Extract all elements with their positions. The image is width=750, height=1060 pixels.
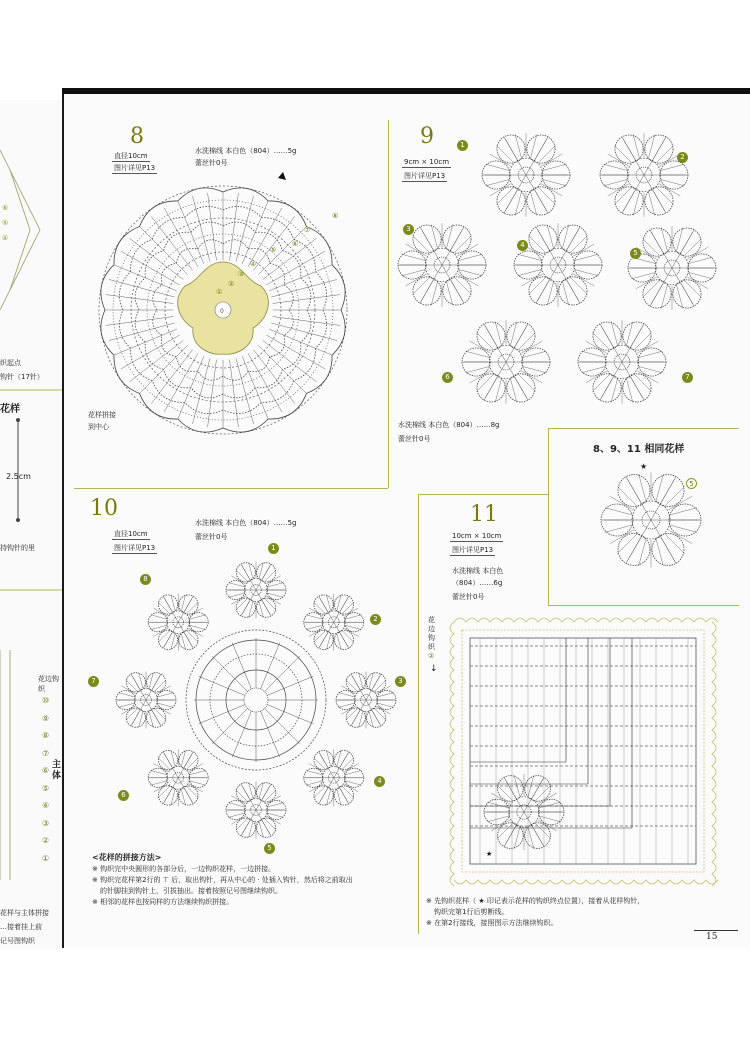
left-text-7: 花样与主体拼接	[0, 909, 49, 917]
section-11-size: 10cm × 10cm	[452, 532, 502, 540]
row-marker: ②	[42, 836, 50, 845]
motif-box-title: 8、9、11 相同花样	[593, 444, 685, 455]
join-note: ※ 相邻的花样也按同样的方法继续钩织拼接。	[92, 898, 234, 906]
section-9-hook: 蕾丝针0号	[398, 435, 431, 443]
round-marker: ②	[228, 280, 235, 288]
section-11-hook: 蕾丝针0号	[452, 593, 485, 601]
section-9-photo-ref: 图片详见P13	[404, 172, 446, 180]
divider-horizontal-left	[74, 488, 388, 489]
badge-1: 1	[457, 140, 468, 151]
star-icon: ★	[640, 462, 648, 471]
edge-label	[428, 616, 437, 661]
svg-text:0: 0	[220, 308, 224, 315]
svg-text:⑥: ⑥	[2, 204, 9, 212]
start-arrow-icon	[278, 172, 286, 180]
badge-5: 5	[264, 843, 275, 854]
motif-box-badge: 5	[686, 478, 697, 489]
section-11-square-diagram	[446, 612, 726, 902]
badge-3: 3	[395, 676, 406, 687]
section-8-yarn: 水洗棉线 本白色（804）……5g	[195, 147, 297, 155]
row-marker: ①	[42, 853, 50, 863]
divider-horizontal-right	[418, 494, 548, 495]
section-8-number: 8	[130, 124, 144, 149]
left-text-1: 织起点	[0, 359, 21, 367]
row-marker: ④	[42, 801, 50, 810]
round-marker: ⑤	[270, 246, 277, 254]
section-9-yarn: 水洗棉线 本白色（804）……8g	[398, 421, 500, 429]
divider-vertical-top	[388, 120, 389, 488]
join-method-notes	[92, 864, 412, 908]
left-text-4: 持钩针的里	[0, 544, 35, 552]
join-note: ※ 钩织完中央圆形的各部分后，一边钩织花样，一边拼接。	[92, 865, 276, 873]
join-note: 的针脚挂到钩针上，引拔抽出。接着按照记号图继续钩织。	[100, 887, 282, 895]
section-11-photo-ref: 图片详见P13	[452, 546, 494, 554]
row-marker: ③	[42, 818, 50, 828]
page-number-rule	[694, 930, 738, 931]
section-10-size: 直径10cm	[114, 530, 148, 538]
left-text-5: 花边钩织	[38, 675, 59, 693]
svg-text:★: ★	[486, 850, 493, 858]
round-marker: ⑧	[332, 212, 339, 220]
section-8-photo-ref: 图片详见P13	[114, 164, 156, 172]
section-9-number: 9	[420, 124, 434, 149]
row-marker: ⑥	[42, 766, 50, 775]
section-10-yarn: 水洗棉线 本白色（804）……5g	[195, 519, 297, 527]
section-11-yarn-2: （804）……6g	[452, 579, 503, 587]
badge-4: 4	[517, 240, 528, 251]
badge-6: 6	[442, 372, 453, 383]
badge-7: 7	[88, 676, 99, 687]
badge-1: 1	[268, 543, 279, 554]
section-8-hook: 蕾丝针0号	[195, 159, 228, 167]
section-10-doily-diagram	[96, 550, 416, 850]
edge-label-char: 花	[428, 616, 435, 624]
section-9-size: 9cm × 10cm	[404, 158, 450, 166]
section-8-join-note-2: 到中心	[88, 423, 109, 431]
row-marker: ⑤	[42, 783, 50, 793]
left-page-diagram	[0, 100, 62, 950]
left-dim: 2.5cm	[6, 472, 31, 481]
left-row-markers	[42, 692, 49, 867]
round-marker: ④	[250, 260, 257, 268]
row-marker: ⑩	[42, 696, 50, 705]
section-11-notes	[426, 896, 736, 929]
join-method-title: <花样的拼接方法>	[92, 853, 162, 862]
section-11-note: 钩织完第1行后剪断线。	[434, 908, 509, 916]
section-11-number: 11	[470, 502, 498, 527]
page-top-rule	[62, 88, 750, 94]
edge-label-char: 边	[428, 625, 435, 633]
section-11-note: ※ 在第2行接线，接照图示方法继续钩织。	[426, 919, 558, 927]
divider-vertical-bottom	[418, 494, 419, 934]
left-text-6: 主体	[52, 760, 62, 781]
badge-6: 6	[118, 790, 129, 801]
badge-8: 8	[140, 574, 151, 585]
badge-3: 3	[403, 224, 414, 235]
left-text-9: 记号图钩织	[0, 937, 35, 945]
edge-label-char: 织	[428, 643, 435, 651]
svg-text:④: ④	[2, 234, 9, 242]
badge-7: 7	[682, 372, 693, 383]
section-10-photo-ref: 图片详见P13	[114, 544, 156, 552]
section-10-hook: 蕾丝针0号	[195, 533, 228, 541]
row-marker: ⑧	[42, 731, 50, 740]
svg-text:⑤: ⑤	[2, 219, 9, 227]
left-text-2: 钩针（17针）	[0, 373, 44, 381]
row-marker: ⑦	[42, 748, 50, 758]
badge-4: 4	[374, 776, 385, 787]
left-page-fragment	[0, 100, 62, 950]
section-8-doily-diagram	[88, 170, 368, 460]
section-11-yarn-1: 水洗棉线 本白色	[452, 567, 504, 575]
round-marker: ⑥	[292, 240, 299, 248]
edge-label-char: 钩	[428, 634, 435, 642]
round-marker: ①	[216, 288, 223, 296]
section-10-number: 10	[90, 496, 118, 521]
badge-2: 2	[677, 152, 688, 163]
badge-2: 2	[370, 614, 381, 625]
section-11-note: ※ 先钩织花样（ ★ 印记表示花样的钩织终点位置），接着从花样钩针，	[426, 897, 645, 905]
section-8-size: 直径10cm	[114, 152, 148, 160]
row-marker: ⑨	[42, 713, 50, 723]
round-marker: ③	[238, 270, 245, 278]
round-marker: ⑦	[304, 226, 311, 234]
edge-label-char: ②	[428, 652, 435, 660]
left-text-8: …接着挂上前	[0, 923, 42, 931]
section-8-join-note-1: 花样拼接	[88, 411, 116, 419]
badge-5: 5	[630, 248, 641, 259]
page-number: 15	[706, 932, 718, 942]
left-text-3: 花样	[0, 404, 20, 415]
join-note: ※ 钩织完花样第2行的 ⊤ 后，取出钩针，再从中心的 · 处插入钩针，然后将之前取出	[92, 876, 353, 884]
arrow-down-icon: ↓	[430, 664, 438, 674]
